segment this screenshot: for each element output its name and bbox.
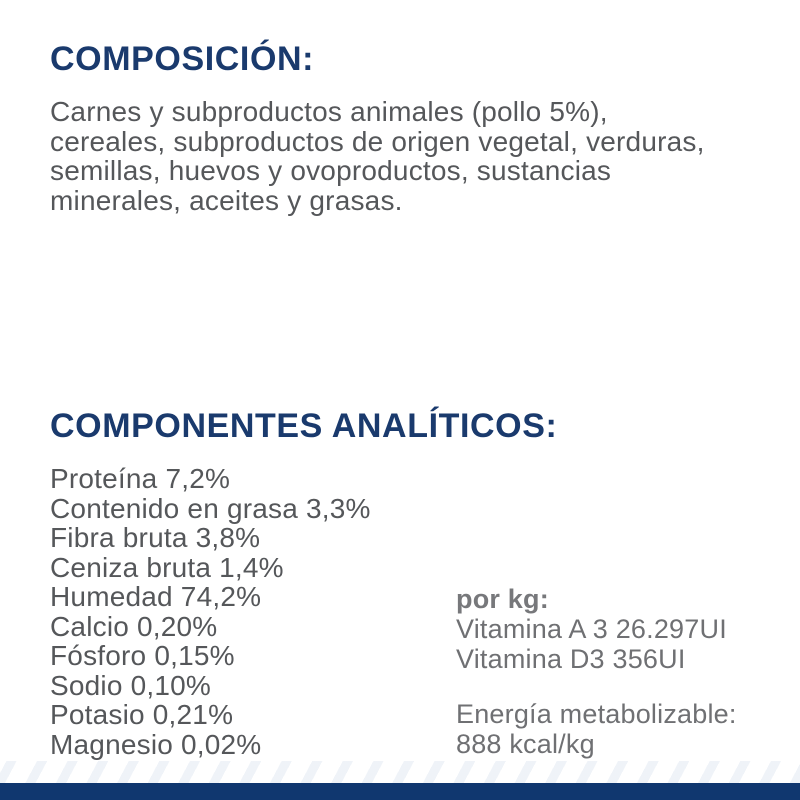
component-label: Fósforo bbox=[50, 640, 147, 671]
composition-text-line: cereales, subproductos de origen vegetal, verduras, bbox=[50, 125, 705, 157]
analytical-component-row bbox=[50, 553, 371, 583]
analytical-component-row bbox=[50, 523, 371, 553]
analytical-component-row bbox=[50, 730, 371, 760]
analytical-component-row bbox=[50, 464, 371, 494]
component-label: Magnesio bbox=[50, 728, 174, 760]
component-value: 0,10% bbox=[130, 669, 212, 701]
per-kg-title: por kg: bbox=[456, 584, 549, 614]
component-value: 3,3% bbox=[305, 492, 371, 524]
analytical-component-row bbox=[50, 582, 371, 612]
component-label: Humedad bbox=[50, 581, 173, 612]
analytical-components-list bbox=[50, 464, 371, 759]
vitamin-a-line: Vitamina A 3 26.297UI bbox=[456, 614, 727, 644]
component-value: 3,8% bbox=[195, 522, 261, 553]
composition-text bbox=[50, 97, 705, 215]
composition-text-line: minerales, aceites y grasas. bbox=[50, 184, 403, 216]
analytical-component-row bbox=[50, 671, 371, 701]
component-label: Potasio bbox=[50, 699, 145, 730]
composition-title: COMPOSICIÓN: bbox=[50, 40, 315, 78]
vitamin-d3-line: Vitamina D3 356UI bbox=[456, 644, 686, 674]
component-label: Fibra bruta bbox=[50, 522, 188, 553]
bottom-navy-bar bbox=[0, 783, 800, 800]
component-value: 0,02% bbox=[181, 728, 262, 760]
analytical-components-title: COMPONENTES ANALÍTICOS: bbox=[50, 407, 558, 445]
component-value: 0,21% bbox=[152, 699, 234, 730]
component-label: Sodio bbox=[50, 669, 123, 701]
component-label: Contenido en grasa bbox=[50, 492, 298, 524]
component-label: Calcio bbox=[50, 610, 130, 642]
analytical-component-row bbox=[50, 612, 371, 642]
component-label: Proteína bbox=[50, 463, 158, 494]
per-kg-block bbox=[456, 584, 737, 759]
energy-label: Energía metabolizable: bbox=[456, 699, 737, 729]
analytical-component-row bbox=[50, 494, 371, 524]
analytical-component-row bbox=[50, 641, 371, 671]
component-label: Ceniza bruta bbox=[50, 551, 212, 583]
metabolizable-energy-block bbox=[456, 699, 737, 759]
component-value: 0,15% bbox=[154, 640, 235, 671]
component-value: 7,2% bbox=[165, 463, 231, 494]
component-value: 74,2% bbox=[180, 581, 262, 612]
energy-value: 888 kcal/kg bbox=[456, 729, 595, 759]
component-value: 0,20% bbox=[137, 610, 218, 642]
composition-text-line: Carnes y subproductos animales (pollo 5%), bbox=[50, 96, 608, 127]
composition-text-line: semillas, huevos y ovoproductos, sustancias bbox=[50, 155, 612, 186]
component-value: 1,4% bbox=[219, 551, 284, 583]
analytical-component-row bbox=[50, 700, 371, 730]
faded-watermark-band bbox=[0, 761, 800, 783]
